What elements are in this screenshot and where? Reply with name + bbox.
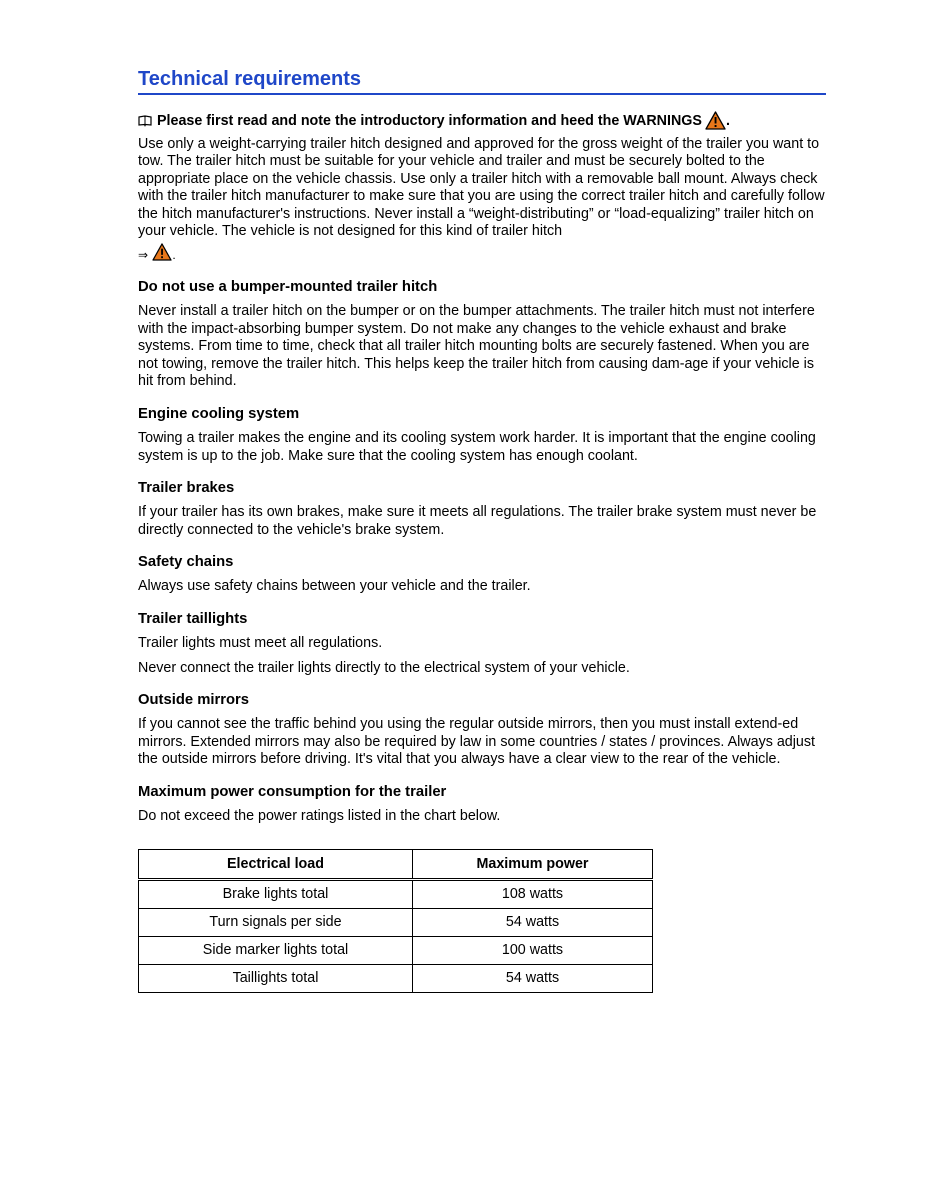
table-cell: Taillights total: [139, 964, 413, 992]
table-cell: 108 watts: [413, 879, 653, 908]
section-paragraph: If your trailer has its own brakes, make sure it meets all regulations. The trailer brake system must never be directly connected to the vehicle's brake system.: [138, 504, 817, 538]
intro-notice: [138, 111, 826, 130]
section-paragraph: Never install a trailer hitch on the bumper or on the bumper attachments. The trailer hitch must not interfere with the impact-absorbing bumper system. Do not make any changes to the vehicle exhaust and brake systems. From time to time, check that all trailer hitch mounting bolts are securely fastened. When you are not towing, remove the trailer hitch. This helps keep the trailer hitch from causing dam-age if your vehicle is hit from behind.: [138, 303, 815, 390]
section-heading: Safety chains: [138, 554, 234, 571]
page: [138, 68, 826, 993]
section-trailer-taillights: [138, 610, 826, 678]
intro-notice-end: .: [725, 112, 730, 129]
book-icon: [138, 115, 152, 127]
section-heading: Trailer brakes: [138, 480, 235, 497]
section-paragraph: Trailer lights must meet all regulations.: [138, 634, 383, 651]
warning-triangle-icon: [152, 243, 172, 261]
section-paragraph: Never connect the trailer lights directly to the electrical system of your vehicle.: [138, 659, 630, 676]
table-row: [139, 936, 653, 964]
intro-notice-text: Please first read and note the introductory information and heed the WARNINGS: [157, 112, 702, 129]
section-max-power: [138, 783, 826, 825]
intro-paragraph: Use only a weight-carrying trailer hitch designed and approved for the gross weight of the trailer you want to tow. The trailer hitch must be suitable for your vehicle and trailer and must be securely bolted to the appropriate place on the vehicle chassis. Use only a trailer hitch with a removable ball mount. Always check with the trailer hitch manufacturer to make sure that you are using the correct trailer hitch and carefully follow the hitch manufacturer's instructions. Never install a “weight-distributing” or “load-equalizing” trailer hitch on your vehicle. The vehicle is not designed for this kind of trailer hitch: [138, 136, 825, 240]
section-paragraph: If you cannot see the traffic behind you using the regular outside mirrors, then you must install extend-ed mirrors. Extended mirrors may also be required by law in some countries / states / provinces. Always adjust the outside mirrors before driving. It's vital that you always have a clear view to the rear of the vehicle.: [138, 716, 815, 768]
section-heading: Trailer taillights: [138, 610, 248, 627]
section-heading: Maximum power consumption for the trailer: [138, 783, 447, 800]
section-safety-chains: [138, 553, 826, 595]
warning-reference-end: .: [172, 248, 176, 263]
section-paragraph: Towing a trailer makes the engine and its cooling system work harder. It is important that the engine cooling system is up to the job. Make sure that the cooling system has enough coolant.: [138, 430, 816, 464]
section-heading: Outside mirrors: [138, 692, 250, 709]
page-title: Technical requirements: [138, 68, 826, 95]
table-cell: 54 watts: [413, 964, 653, 992]
table-cell: Turn signals per side: [139, 908, 413, 936]
section-paragraph: Do not exceed the power ratings listed in the chart below.: [138, 807, 501, 824]
section-outside-mirrors: [138, 691, 826, 768]
power-table: [138, 849, 653, 993]
section-paragraph: Always use safety chains between your vehicle and the trailer.: [138, 578, 531, 595]
table-cell: 100 watts: [413, 936, 653, 964]
section-trailer-brakes: [138, 479, 826, 539]
section-engine-cooling: [138, 405, 826, 465]
table-cell: Brake lights total: [139, 879, 413, 908]
table-row: [139, 908, 653, 936]
section-bumper-hitch: [138, 278, 826, 390]
table-row: [139, 964, 653, 992]
warning-reference: [138, 243, 826, 266]
section-heading: Do not use a bumper-mounted trailer hitch: [138, 279, 438, 296]
arrow-icon: ⇒: [138, 248, 149, 263]
column-header: Electrical load: [139, 849, 413, 879]
table-header-row: [139, 849, 653, 879]
column-header: Maximum power: [413, 849, 653, 879]
table-row: [139, 879, 653, 908]
section-heading: Engine cooling system: [138, 406, 300, 423]
warning-triangle-icon: [705, 111, 726, 130]
table-cell: Side marker lights total: [139, 936, 413, 964]
table-cell: 54 watts: [413, 908, 653, 936]
